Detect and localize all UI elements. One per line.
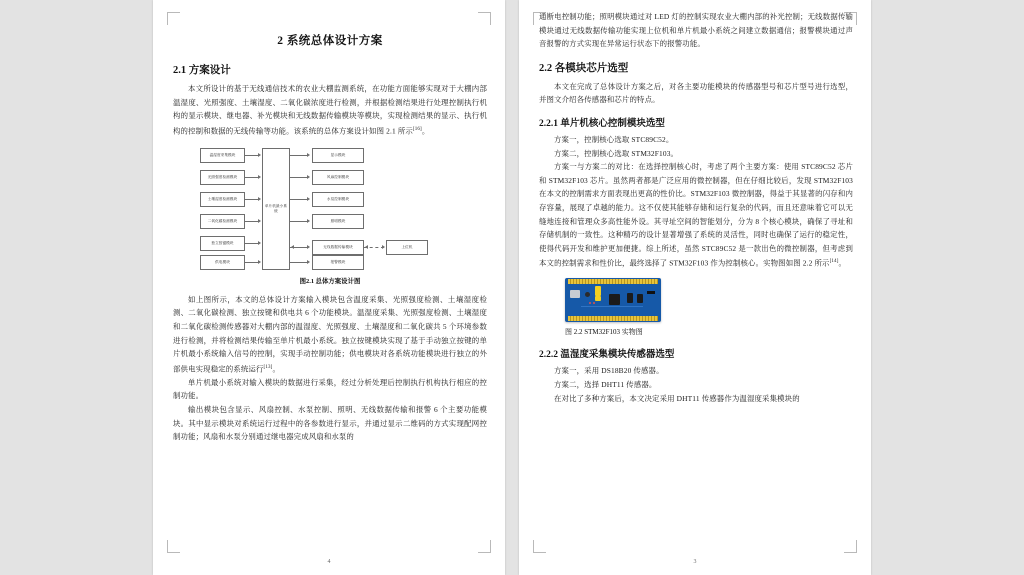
page-number-right: 3 <box>693 559 697 565</box>
diagram-arrow-wireless-left <box>365 245 368 249</box>
diagram-box-output-4: 无线数据传输模块 <box>312 240 364 255</box>
board-silkscreen-line <box>581 306 643 307</box>
diagram-arrow-out-1 <box>307 175 310 179</box>
board-pin-header-bottom <box>568 316 658 321</box>
paragraph-mcu-comparison-tail: 。 <box>838 258 847 268</box>
diagram-box-output-1: 风扇控制模块 <box>312 170 364 185</box>
diagram-arrow-in-1 <box>258 175 261 179</box>
paragraph-mcu-comparison <box>539 160 853 270</box>
diagram-arrow-wireless-right <box>382 245 385 249</box>
paragraph-intro-text: 本文所设计的基于无线通信技术的农业大棚监测系统，在功能方面能够实现对于大棚内部温湿度、光照强度、土壤湿度、二氧化碳浓度进行检测，并根据检测结果进行处理控制执行机构的显示模块、继电器、补光模块和无线数据传输模块等模块，实现检测结果的显示、执行机构的控制和数据的无线传输等功能。该系统的总体方案设计如图 2.1 所示 <box>173 84 487 136</box>
diagram-box-output-5: 报警模块 <box>312 255 364 270</box>
diagram-arrow-in-2 <box>258 197 261 201</box>
board-capacitor <box>585 292 590 297</box>
diagram-box-input-0: 温湿度采集模块 <box>200 148 245 163</box>
diagram-arrow-out-4-right <box>307 245 310 249</box>
diagram-box-input-4: 独立按键模块 <box>200 236 245 251</box>
diagram-connector-out-3 <box>290 221 308 222</box>
diagram-connector-out-2 <box>290 199 308 200</box>
document-page-right[interactable] <box>519 0 871 575</box>
diagram-arrow-out-2 <box>307 197 310 201</box>
page-content-left <box>173 10 487 547</box>
diagram-connector-in-5 <box>245 262 259 263</box>
figure-2-1 <box>173 145 487 273</box>
diagram-connector-out-5 <box>290 262 308 263</box>
board-boot-jumper <box>595 296 601 301</box>
diagram-box-external: 上位机 <box>386 240 428 255</box>
diagram-connector-in-4 <box>245 243 259 244</box>
page-container <box>153 0 871 575</box>
chapter-title: 2 系统总体设计方案 <box>277 35 383 47</box>
board-reset-button <box>595 286 601 296</box>
diagram-box-input-3: 二氧化碳检测模块 <box>200 214 245 229</box>
paragraph-sensor-conclusion: 在对比了多种方案后，本文决定采用 DHT11 传感器作为温湿度采集模块的 <box>554 393 800 403</box>
paragraph-control-functions: 通断电控制功能；照明模块通过对 LED 灯的控制实现农业大棚内部的补光控制；无线数据传输模块通过无线数据传输功能实现上位机和单片机最小系统之间建立数据通信；报警模块通过声音报警的方式实现在异常运行状态下的报警功能。 <box>539 12 853 49</box>
board-usb-connector <box>570 290 580 298</box>
paragraph-option-1-mcu: 方案一，控制核心选取 STC89C52。 <box>554 134 674 144</box>
heading-2.2.1: 2.2.1 单片机核心控制模块选型 <box>539 118 665 129</box>
diagram-connector-in-1 <box>245 177 259 178</box>
block-diagram <box>194 145 466 273</box>
diagram-arrow-in-5 <box>258 260 261 264</box>
diagram-arrow-out-5 <box>307 260 310 264</box>
diagram-box-input-5: 供电模块 <box>200 255 245 270</box>
figure-2-2 <box>565 278 853 322</box>
diagram-connector-out-1 <box>290 177 308 178</box>
paragraph-overview <box>173 293 487 376</box>
stm32f103-board-image <box>565 278 661 322</box>
board-power-led <box>589 302 591 304</box>
heading-2.2.2: 2.2.2 温湿度采集模块传感器选型 <box>539 350 675 361</box>
diagram-arrow-out-3 <box>307 219 310 223</box>
citation-14: [14] <box>829 259 839 265</box>
diagram-connector-in-2 <box>245 199 259 200</box>
board-regulator <box>637 294 643 303</box>
paragraph-chip-selection-intro: 本文在完成了总体设计方案之后，对各主要功能模块的传感器型号和芯片型号进行选型，并图文介绍各传感器和芯片的特点。 <box>539 81 853 105</box>
diagram-connector-in-0 <box>245 155 259 156</box>
paragraph-output: 输出模块包含显示、风扇控制、水泵控制、照明、无线数据传输和报警 6 个主要功能模块。其中显示模块对系统运行过程中的各参数进行显示，并通过显示二维码的方式实现配网控制功能；风扇和水泵分别通过继电器完成风扇和水泵的 <box>173 405 487 442</box>
paragraph-mcu-comparison-text: 方案一与方案二的对比：在选择控制核心时，考虑了两个主要方案：使用 STC89C52 芯片和 STM32F103 芯片。虽然两者都是广泛应用的微控制器，但在仔细比较后，发现 STM32F103 在本文的控制需求方面表现出更高的性价比。STM32F103 微控制器，得益于其显著的闪存和内存容量，展现了卓越的能力。这不仅使其能够存储和运行复杂的代码，而且还意味着它可以无缝地连接和管理众多高性能外设。其寻址空间的智能划分，分为 8 个核心模块，确保了寻址和存储机制的一致性。这种精巧的设计显著增强了系统的灵活性，同时也确保了运行的稳定性，使得代码开发和维护更加便捷。综上所述，虽然 STC89C52 是一款出色的微控制器，但考虑到本文的控制需求和性价比，最终选择了 STM32F103 作为控制核心。实物图如图 2.2 所示 <box>539 162 853 268</box>
paragraph-option-2-mcu: 方案二，控制核心选取 STM32F103。 <box>554 148 679 158</box>
paragraph-option-2-sensor: 方案二，选择 DHT11 传感器。 <box>554 379 657 389</box>
board-crystal <box>627 293 633 303</box>
diagram-box-input-1: 光照强度检测模块 <box>200 170 245 185</box>
heading-2.1: 2.1 方案设计 <box>173 65 231 76</box>
diagram-box-output-2: 水泵控制模块 <box>312 192 364 207</box>
board-status-led <box>593 302 595 304</box>
page-number-left: 4 <box>327 559 331 565</box>
citation-16: [16] <box>412 126 422 132</box>
paragraph-overview-tail: 。 <box>272 364 280 374</box>
diagram-arrow-in-0 <box>258 153 261 157</box>
diagram-box-input-2: 土壤湿度检测模块 <box>200 192 245 207</box>
figure-caption-2-2: 图 2.2 STM32F103 实物图 <box>565 328 643 337</box>
diagram-arrow-out-4-left <box>291 245 294 249</box>
diagram-connector-out-0 <box>290 155 308 156</box>
diagram-arrow-in-4 <box>258 241 261 245</box>
diagram-box-core: 单片机最小系统 <box>262 148 290 270</box>
diagram-arrow-in-3 <box>258 219 261 223</box>
diagram-arrow-out-0 <box>307 153 310 157</box>
paragraph-overview-text: 如上图所示，本文的总体设计方案输入模块包含温度采集、光照强度检测、土壤湿度检测、二氧化碳检测、独立按键和供电共 6 个功能模块。温湿度采集、光照强度检测、土壤湿度和二氧化碳检测传感器对大棚内部的温湿度、光照强度、土壤湿度和二氧化碳共 5 个环境参数进行检测，并将检测结果传输至单片机最小系统。独立按键模块实现了基于手动独立按键的单片机最小系统输入信号的控制，实现手动控制功能；供电模块对各系统功能模块进行独立的外部供电实现稳定的系统运行 <box>173 294 487 374</box>
diagram-box-output-0: 显示模块 <box>312 148 364 163</box>
paragraph-intro-tail: 。 <box>421 126 430 136</box>
board-mcu-chip <box>609 294 620 305</box>
board-pin-header-top <box>568 279 658 284</box>
diagram-box-output-3: 照明模块 <box>312 214 364 229</box>
page-content-right <box>539 10 853 547</box>
heading-2.2: 2.2 各模块芯片选型 <box>539 62 629 74</box>
board-swd-header <box>647 291 655 294</box>
figure-caption-2-1: 图2.1 总体方案设计图 <box>299 277 361 285</box>
document-page-left[interactable] <box>153 0 505 575</box>
diagram-connector-in-3 <box>245 221 259 222</box>
paragraph-option-1-sensor: 方案一，采用 DS18B20 传感器。 <box>554 366 664 376</box>
citation-13: [13] <box>263 364 273 370</box>
paragraph-intro <box>173 82 487 138</box>
paragraph-mcu: 单片机最小系统对输入模块的数据进行采集，经过分析处理后控制执行机构执行相应的控制功能。 <box>173 377 487 401</box>
